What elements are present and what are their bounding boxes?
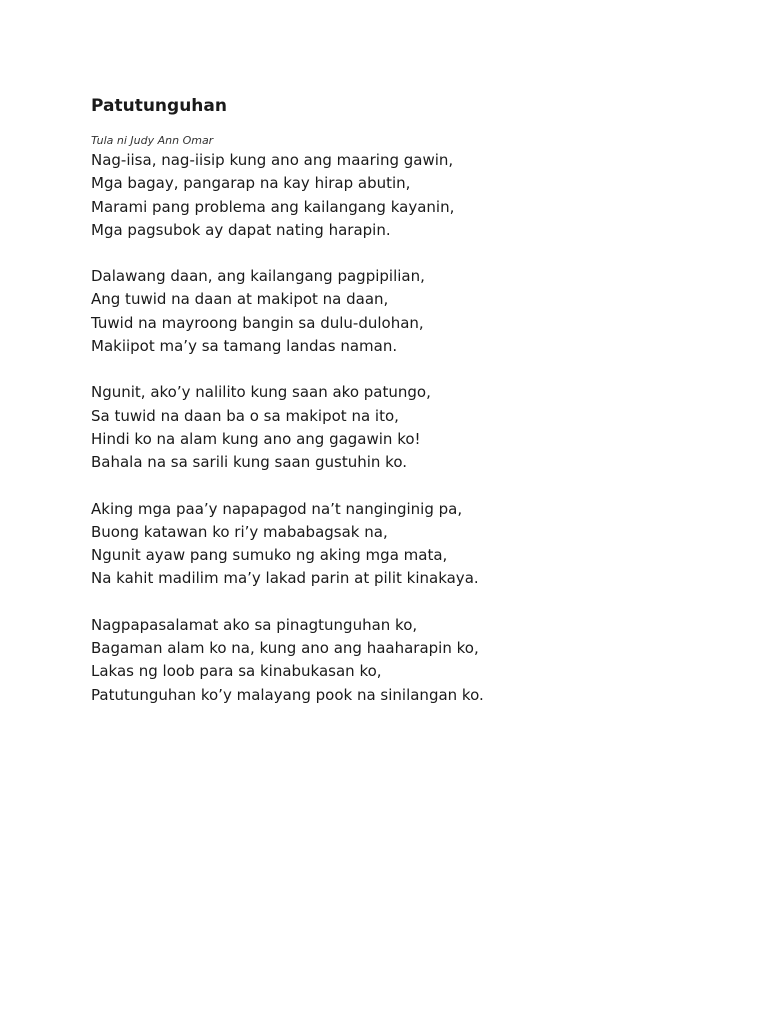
poem-line: Ngunit ayaw pang sumuko ng aking mga mata, [91, 546, 448, 565]
poem-line: Bagaman alam ko na, kung ano ang haaharapin ko, [91, 639, 479, 658]
poem-line: Buong katawan ko ri’y mababagsak na, [91, 522, 388, 541]
poem-title: Patutunguhan [91, 96, 227, 116]
poem-line: Nag-iisa, nag-iisip kung ano ang maaring gawin, [91, 151, 454, 169]
poem-line: Makiipot ma’y sa tamang landas naman. [91, 337, 398, 356]
poem-line: Ang tuwid na daan at makipot na daan, [91, 290, 389, 309]
poem-page [91, 94, 731, 730]
stanza-1 [91, 149, 731, 242]
poem-line: Lakas ng loob para sa kinabukasan ko, [91, 662, 382, 681]
poem-line: Mga pagsubok ay dapat nating harapin. [91, 220, 391, 239]
poem-line: Aking mga paa’y napapagod na’t nanginginig pa, [91, 499, 463, 518]
stanza-2 [91, 265, 731, 358]
poem-line: Mga bagay, pangarap na kay hirap abutin, [91, 174, 411, 193]
poem-line: Sa tuwid na daan ba o sa makipot na ito, [91, 406, 399, 425]
poem-line: Marami pang problema ang kailangang kayanin, [91, 197, 455, 216]
poem-line: Hindi ko na alam kung ano ang gagawin ko! [91, 429, 421, 448]
stanza-5 [91, 614, 731, 707]
poem-line: Ngunit, ako’y nalilito kung saan ako patungo, [91, 383, 431, 402]
poem-line: Bahala na sa sarili kung saan gustuhin ko. [91, 453, 408, 472]
poem-line: Dalawang daan, ang kailangang pagpipilian, [91, 267, 425, 286]
stanza-3 [91, 381, 731, 474]
poem-line: Nagpapasalamat ako sa pinagtunguhan ko, [91, 615, 418, 634]
poem-line: Patutunguhan ko’y malayang pook na sinilangan ko. [91, 685, 484, 704]
poem-byline: Tula ni Judy Ann Omar [91, 134, 214, 147]
poem-line: Na kahit madilim ma’y lakad parin at pilit kinakaya. [91, 569, 479, 588]
poem-line: Tuwid na mayroong bangin sa dulu-dulohan, [91, 313, 424, 332]
stanza-4 [91, 498, 731, 591]
